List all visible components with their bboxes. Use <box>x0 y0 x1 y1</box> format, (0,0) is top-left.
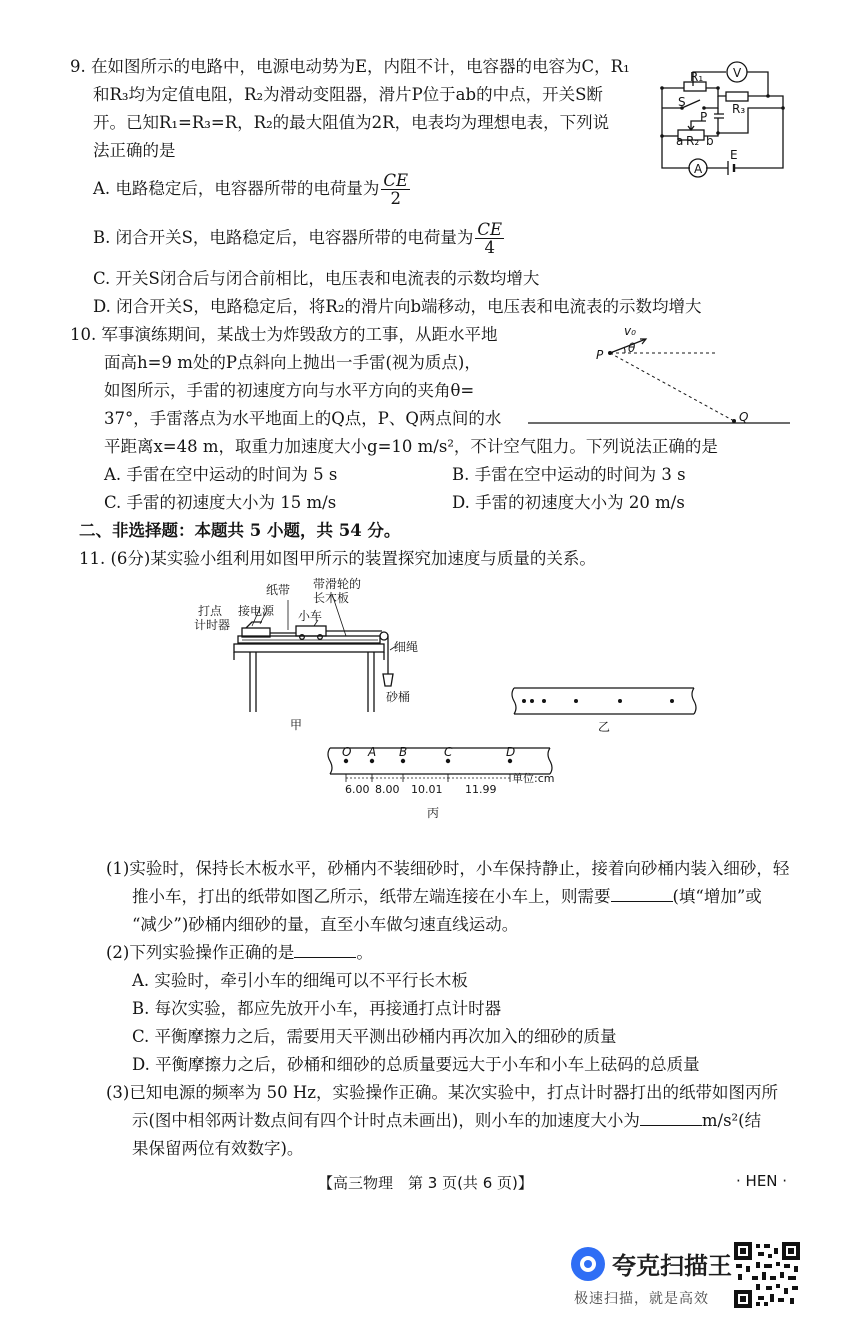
q9-label-s: S <box>678 95 686 109</box>
q11-point-b: B <box>399 745 408 759</box>
q11-label-bing: 丙 <box>427 806 440 820</box>
q11-distance-3: 10.01 <box>411 783 443 796</box>
q11-label-timer-2: 计时器 <box>194 618 231 632</box>
q9-option-a-fraction <box>381 172 410 207</box>
scanner-brand: 夸克扫描王 <box>612 1252 732 1280</box>
q11-part2-text: (2)下列实验操作正确的是 <box>106 943 295 962</box>
q11-part3-line-1: (3)已知电源的频率为 50 Hz，实验操作正确。某次实验中，打点计时器打出的纸带如图丙所 <box>106 1083 778 1102</box>
q10-label-theta: θ <box>628 341 636 355</box>
q11-part2-option-d: D. 平衡摩擦力之后，砂桶和细砂的总质量要远大于小车和小车上砝码的总质量 <box>132 1055 700 1074</box>
q9-line-4: 法正确的是 <box>93 141 176 160</box>
q9-option-b-text: B. 闭合开关S，电路稳定后，电容器所带的电荷量为 <box>93 228 474 247</box>
q11-part2-end: 。 <box>356 943 373 962</box>
q11-label-bucket: 砂桶 <box>386 690 411 704</box>
q11-point-c: C <box>444 745 453 759</box>
q9-line-3: 开。已知R₁=R₃=R，R₂的最大阻值为2R，电表均为理想电表，下列说 <box>93 113 610 132</box>
q11-part1-line-2 <box>132 886 762 908</box>
q11-unit-label: 单位:cm <box>512 772 555 785</box>
q11-part1-line-3: “减少”)砂桶内细砂的量，直至小车做匀速直线运动。 <box>132 915 519 934</box>
q10-line-4: 37°，手雷落点为水平地面上的Q点，P、Q两点间的水 <box>104 409 502 428</box>
q9-line-2: 和R₃均为定值电阻，R₂为滑动变阻器，滑片P位于ab的中点，开关S断 <box>93 85 603 104</box>
q9-label-a-end: a <box>676 134 684 148</box>
q9-line-1: 9. 在如图所示的电路中，电源电动势为E，内阻不计，电容器的电容为C，R₁ <box>70 57 630 76</box>
q9-label-r3: R₃ <box>732 102 746 116</box>
q11-label-cart: 小车 <box>298 609 323 623</box>
q11-part3-line-3: 果保留两位有效数字)。 <box>132 1139 304 1158</box>
q11-part2-option-b: B. 每次实验，都应先放开小车，再接通打点计时器 <box>132 999 502 1018</box>
q11-point-a: A <box>368 745 377 759</box>
q11-distance-2: 8.00 <box>375 783 400 796</box>
section-2-heading: 二、非选择题：本题共 5 小题，共 54 分。 <box>79 521 401 540</box>
q10-line-3: 如图所示，手雷的初速度方向与水平方向的夹角θ= <box>104 381 475 400</box>
denominator: 2 <box>390 189 401 208</box>
numerator: CE <box>477 220 503 239</box>
q11-label-power: 接电源 <box>238 604 275 618</box>
q11-tape-yi <box>510 686 700 716</box>
q9-option-a-text: A. 电路稳定后，电容器所带的电荷量为 <box>93 179 380 198</box>
q11-label-rope: 细绳 <box>394 640 419 654</box>
q11-distance-1: 6.00 <box>345 783 370 796</box>
q11-label-pulley-board-1: 带滑轮的 <box>313 577 362 591</box>
qr-code-icon <box>734 1242 800 1308</box>
q10-label-q: Q <box>739 410 749 424</box>
q10-line-5: 平距离x=48 m，取重力加速度大小g=10 m/s²，不计空气阻力。下列说法正确的是 <box>104 437 718 456</box>
q9-label-r1: R₁ <box>690 70 704 84</box>
q11-point-o: O <box>342 745 352 759</box>
q11-label-pulley-board-2: 长木板 <box>313 591 350 605</box>
q10-label-v0: v₀ <box>624 324 636 338</box>
q9-label-p: P <box>700 110 708 124</box>
q11-part2-answer-blank[interactable] <box>294 943 356 958</box>
q9-option-a <box>93 172 412 207</box>
q11-part1-line-2-tail: (填“增加”或 <box>672 887 762 906</box>
q10-option-a: A. 手雷在空中运动的时间为 5 s <box>104 465 338 484</box>
page-code: · HEN · <box>736 1172 788 1190</box>
q10-line-2: 面高h=9 m处的P点斜向上抛出一手雷(视为质点)， <box>104 353 481 372</box>
q11-part3-line-2 <box>132 1110 761 1132</box>
q10-label-p: P <box>596 348 604 362</box>
q10-option-b: B. 手雷在空中运动的时间为 3 s <box>452 465 686 484</box>
q11-part1-line-2-text: 推小车，打出的纸带如图乙所示，纸带左端连接在小车上，则需要 <box>132 887 611 906</box>
q9-circuit-diagram <box>648 58 788 188</box>
q11-label-timer-1: 打点 <box>198 604 223 618</box>
q10-trajectory-diagram <box>528 326 798 426</box>
q11-part1-answer-blank[interactable] <box>611 887 673 902</box>
q10-option-d: D. 手雷的初速度大小为 20 m/s <box>452 493 685 512</box>
q11-part2-stem <box>106 942 373 964</box>
q11-part1-line-1: (1)实验时，保持长木板水平，砂桶内不装细砂时，小车保持静止，接着向砂桶内装入细砂，轻 <box>106 859 790 878</box>
q11-part2-option-c: C. 平衡摩擦力之后，需要用天平测出砂桶内再次加入的细砂的质量 <box>132 1027 617 1046</box>
q9-label-r2: R₂ <box>686 134 700 148</box>
q9-option-d: D. 闭合开关S，电路稳定后，将R₂的滑片向b端移动，电压表和电流表的示数均增大 <box>93 297 702 316</box>
q11-distance-4: 11.99 <box>465 783 497 796</box>
q11-part2-option-a: A. 实验时，牵引小车的细绳可以不平行长木板 <box>132 971 468 990</box>
scanner-logo-icon <box>568 1244 608 1284</box>
q11-part3-line-2-text: 示(图中相邻两计数点间有四个计时点未画出)，则小车的加速度大小为 <box>132 1111 640 1130</box>
q10-line-1: 10. 军事演练期间，某战士为炸毁敌方的工事，从距水平地 <box>70 325 498 344</box>
page-footer: 【高三物理 第 3 页(共 6 页)】 <box>318 1174 533 1192</box>
q11-label-yi: 乙 <box>598 720 611 734</box>
scanner-slogan: 极速扫描，就是高效 <box>574 1291 709 1307</box>
q10-option-c: C. 手雷的初速度大小为 15 m/s <box>104 493 337 512</box>
q11-label-jia: 甲 <box>290 718 303 732</box>
q11-label-tape: 纸带 <box>266 583 291 597</box>
q11-part3-line-2-tail: m/s²(结 <box>701 1111 762 1130</box>
q9-label-v: V <box>733 66 742 80</box>
q9-option-b <box>93 221 506 256</box>
q9-label-ammeter: A <box>694 162 703 176</box>
q11-point-d: D <box>506 745 516 759</box>
q9-option-b-fraction <box>475 221 504 256</box>
q9-option-c: C. 开关S闭合后与闭合前相比，电压表和电流表的示数均增大 <box>93 269 540 288</box>
q11-stem: 11. (6分)某实验小组利用如图甲所示的装置探究加速度与质量的关系。 <box>79 549 596 568</box>
q11-part3-answer-blank[interactable] <box>640 1111 702 1126</box>
q9-label-e: E <box>730 148 738 162</box>
denominator: 4 <box>484 238 495 257</box>
q11-apparatus-figure <box>228 600 428 730</box>
q9-label-b-end: b <box>706 134 714 148</box>
numerator: CE <box>383 171 409 190</box>
